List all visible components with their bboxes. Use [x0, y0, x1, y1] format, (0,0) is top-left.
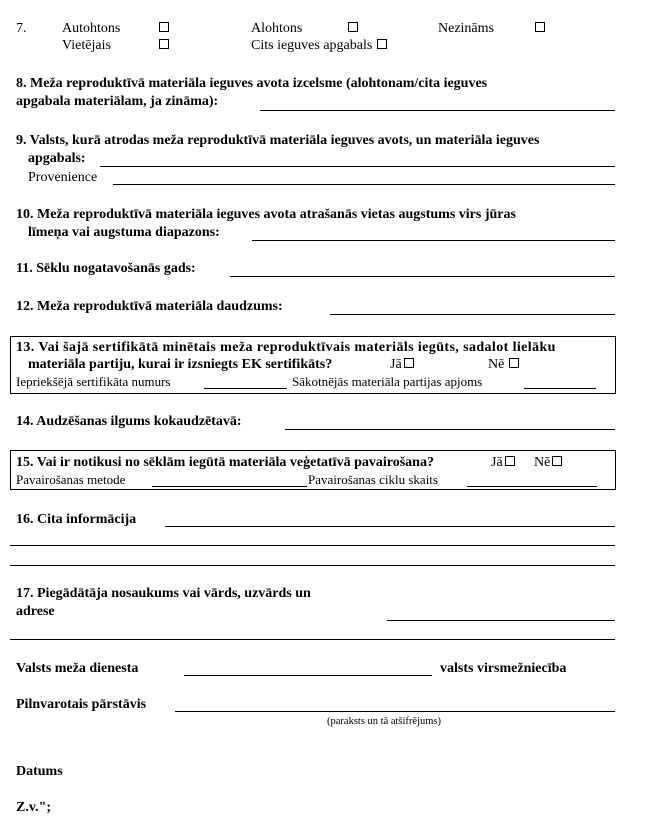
- signature-hint: (paraksts un tā atšifrējums): [327, 716, 442, 727]
- checkbox-autohtons[interactable]: [157, 21, 169, 37]
- section-11-label: 11. Sēklu nogatavošanās gads:: [16, 261, 196, 276]
- section-8-line1: 8. Meža reproduktīvā materiāla ieguves avota izcelsme (alohtonam/cita ieguves: [16, 76, 488, 91]
- section-10-line1: 10. Meža reproduktīvā materiāla ieguves avota atrašanās vietas augstums virs jūras: [16, 207, 516, 222]
- option-label: Jā: [390, 357, 402, 372]
- section-17-line2: adrese: [16, 604, 55, 619]
- signature-field[interactable]: [175, 711, 615, 712]
- section-8-line2: apgabala materiālam, ja zināma):: [16, 94, 219, 109]
- representative-label: Pilnvarotais pārstāvis: [16, 697, 147, 712]
- option-vietejais[interactable]: [62, 38, 111, 54]
- option-label: Jā: [491, 455, 503, 470]
- virsmezniecība-label: valsts virsmežniecība: [440, 661, 567, 676]
- country-region-field[interactable]: [100, 166, 615, 167]
- checkbox-ja-15[interactable]: [505, 456, 515, 466]
- provenience-label: Provenience: [28, 170, 98, 185]
- checkbox-ne-15[interactable]: [552, 456, 562, 466]
- supplier-field-1[interactable]: [387, 620, 615, 621]
- option-nezinams[interactable]: [438, 21, 494, 37]
- option-label: Alohtons: [251, 21, 303, 36]
- option-ja-15[interactable]: [491, 455, 515, 471]
- checkbox-cits[interactable]: [377, 39, 387, 49]
- checkbox-vietejais[interactable]: [157, 38, 169, 54]
- section-16-label: 16. Cita informācija: [16, 512, 137, 527]
- option-label: Nē: [488, 357, 505, 372]
- option-ja-13[interactable]: [390, 357, 414, 373]
- stamp-label: Z.v.";: [16, 800, 51, 815]
- other-info-field-3[interactable]: [10, 565, 615, 566]
- option-ne-13[interactable]: [488, 357, 519, 373]
- section-9-line2: apgabals:: [28, 151, 86, 166]
- provenience-field[interactable]: [113, 184, 615, 185]
- section-14-label: 14. Audzēšanas ilgums kokaudzētavā:: [16, 414, 242, 429]
- supplier-field-2[interactable]: [10, 639, 615, 640]
- prev-cert-label: Iepriekšējā sertifikāta numurs: [16, 374, 171, 389]
- other-info-field-2[interactable]: [10, 545, 615, 546]
- option-label: Nezināms: [438, 21, 494, 36]
- prev-cert-field[interactable]: [204, 388, 287, 389]
- section-13-line1: 13. Vai šajā sertifikātā minētais meža reproduktīvais materiāls iegūts, sadalot lielāku: [16, 340, 556, 355]
- option-label: Nē: [534, 455, 551, 470]
- checkbox-ja-13[interactable]: [404, 358, 414, 368]
- quantity-field[interactable]: [330, 314, 615, 315]
- ripening-year-field[interactable]: [230, 276, 615, 277]
- forest-service-field[interactable]: [184, 675, 432, 676]
- option-label: Vietējais: [62, 38, 111, 53]
- checkbox-ne-13[interactable]: [509, 358, 519, 368]
- option-label: Autohtons: [62, 21, 121, 36]
- option-autohtons[interactable]: [62, 21, 120, 37]
- origin-field[interactable]: [260, 110, 615, 111]
- option-alohtons[interactable]: [251, 21, 302, 37]
- section-10-line2: līmeņa vai augstuma diapazons:: [28, 225, 220, 240]
- altitude-field[interactable]: [252, 240, 615, 241]
- checkbox-alohtons[interactable]: [346, 21, 358, 37]
- initial-batch-label: Sākotnējās materiāla partijas apjoms: [292, 374, 483, 389]
- option-ne-15[interactable]: [534, 455, 562, 471]
- other-info-field-1[interactable]: [165, 526, 615, 527]
- section-15-question: 15. Vai ir notikusi no sēklām iegūtā materiāla veģetatīvā pavairošana?: [16, 455, 434, 470]
- initial-batch-field[interactable]: [524, 388, 596, 389]
- propagation-cycles-field[interactable]: [467, 486, 597, 487]
- option-label: Cits ieguves apgabals: [251, 38, 373, 53]
- item-number-7: 7.: [16, 21, 27, 36]
- forest-service-label: Valsts meža dienesta: [16, 661, 139, 676]
- propagation-method-field[interactable]: [152, 486, 307, 487]
- propagation-method-label: Pavairošanas metode: [16, 472, 126, 487]
- checkbox-nezinams[interactable]: [533, 21, 545, 37]
- section-9-line1: 9. Valsts, kurā atrodas meža reproduktīvā materiāla ieguves avots, un materiāla ieguves: [16, 133, 540, 148]
- propagation-cycles-label: Pavairošanas ciklu skaits: [308, 472, 438, 487]
- option-cits[interactable]: [251, 38, 387, 54]
- section-17-line1: 17. Piegādātāja nosaukums vai vārds, uzvārds un: [16, 586, 311, 601]
- nursery-duration-field[interactable]: [285, 429, 615, 430]
- date-label: Datums: [16, 764, 63, 779]
- section-12-label: 12. Meža reproduktīvā materiāla daudzums:: [16, 299, 283, 314]
- section-13-line2: materiāla partiju, kurai ir izsniegts EK sertifikāts?: [28, 357, 333, 372]
